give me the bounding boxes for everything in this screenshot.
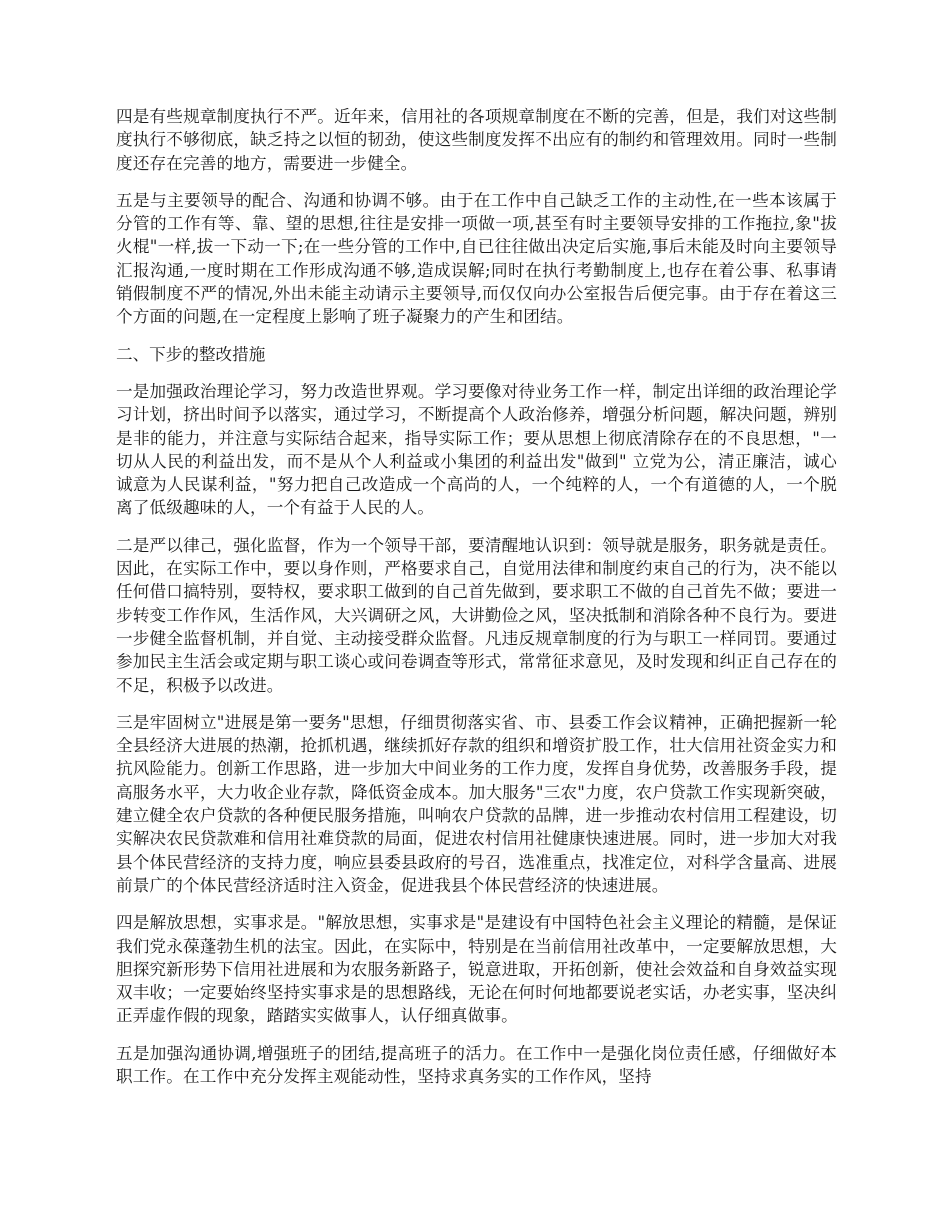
paragraph-self-discipline: 二是严以律己，强化监督，作为一个领导干部，要清醒地认识到：领导就是服务，职务就是责任。因此，在实际工作中，要以身作则，严格要求自己，自觉用法律和制度约束自己的行为，决不能以任何借口搞特别，耍特权，要求职工做到的自己首先做到，要求职工不做的自己首先不做；要进一步转变工作作风，生活作风，大兴调研之风，大讲勤俭之风，坚决抵制和消除各种不良行为。要进一步健全监督机制，并自觉、主动接受群众监督。凡违反规章制度的行为与职工一样同罚。要通过参加民主生活会或定期与职工谈心或问卷调查等形式，常常征求意见，及时发现和纠正自己存在的不足，积极予以改进。: [116, 535, 837, 695]
paragraph-political-study: 一是加强政治理论学习，努力改造世界观。学习要像对待业务工作一样，制定出详细的政治理论学习计划，挤出时间予以落实，通过学习，不断提高个人政治修养，增强分析问题，解决问题，辨别是非的能力，并注意与实际结合起来，指导实际工作；要从思想上彻底清除存在的不良思想，"一切从人民的利益出发，而不是从个人利益或小集团的利益出发"做到" 立党为公，清正廉洁，诚心诚意为人民谋利益，"努力把自己改造成一个高尚的人，一个纯粹的人，一个有道德的人，一个脱离了低级趣味的人，一个有益于人民的人。: [116, 381, 837, 518]
paragraph-team-communication: 五是加强沟通协调,增强班子的团结,提高班子的活力。在工作中一是强化岗位责任感，仔细做好本职工作。在工作中充分发挥主观能动性，坚持求真务实的工作作风，坚持: [116, 1043, 837, 1086]
paragraph-emancipate-mind: 四是解放思想，实事求是。"解放思想，实事求是"是建设有中国特色社会主义理论的精髓，是保证我们党永葆蓬勃生机的法宝。因此，在实际中，特别是在当前信用社改革中，一定要解放思想，大胆探究新形势下信用社进展和为农服务新路子，锐意进取，开拓创新，使社会效益和自身效益实现双丰收；一定要始终坚持实事求是的思想路线，无论在何时何地都要说老实话，办老实事，坚决纠正弄虚作假的现象，踏踏实实做事人，认仔细真做事。: [116, 913, 837, 1026]
paragraph-development-priority: 三是牢固树立"进展是第一要务"思想，仔细贯彻落实省、市、县委工作会议精神，正确把握新一轮全县经济大进展的热潮，抢抓机遇，继续抓好存款的组织和增资扩股工作，壮大信用社资金实力和抗风险能力。创新工作思路，进一步加大中间业务的工作力度，发挥自身优势，改善服务手段，提高服务水平，大力收企业存款，降低资金成本。加大服务"三农"力度，农户贷款工作实现新突破，建立健全农户贷款的各种便民服务措施，叫响农户贷款的品牌，进一步推动农村信用工程建设，切实解决农民贷款难和信用社难贷款的局面，促进农村信用社健康快速进展。同时，进一步加大对我县个体民营经济的支持力度，响应县委县政府的号召，选准重点，找准定位，对科学含量高、进展前景广的个体民营经济适时注入资金，促进我县个体民营经济的快速进展。: [116, 712, 837, 895]
paragraph-rules-enforcement: 四是有些规章制度执行不严。近年来，信用社的各项规章制度在不断的完善，但是，我们对这些制度执行不够彻底，缺乏持之以恒的韧劲，使这些制度发挥不出应有的制约和管理效用。同时一些制度还存在完善的地方，需要进一步健全。: [116, 107, 837, 173]
paragraph-leadership-coordination: 五是与主要领导的配合、沟通和协调不够。由于在工作中自己缺乏工作的主动性,在一些本该属于分管的工作有等、靠、望的思想,往往是安排一项做一项,甚至有时主要领导安排的工作拖拉,象"拔火棍"一样,拔一下动一下;在一些分管的工作中,自已往往做出决定后实施,事后未能及时向主要领导汇报沟通,一度时期在工作形成沟通不够,造成误解;同时在执行考勤制度上,也存在着公事、私事请销假制度不严的情况,外出未能主动请示主要领导,而仅仅向办公室报告后便完事。由于存在着这三个方面的问题,在一定程度上影响了班子凝聚力的产生和团结。: [116, 190, 837, 327]
section-heading-rectification-measures: 二、下步的整改措施: [116, 344, 266, 364]
